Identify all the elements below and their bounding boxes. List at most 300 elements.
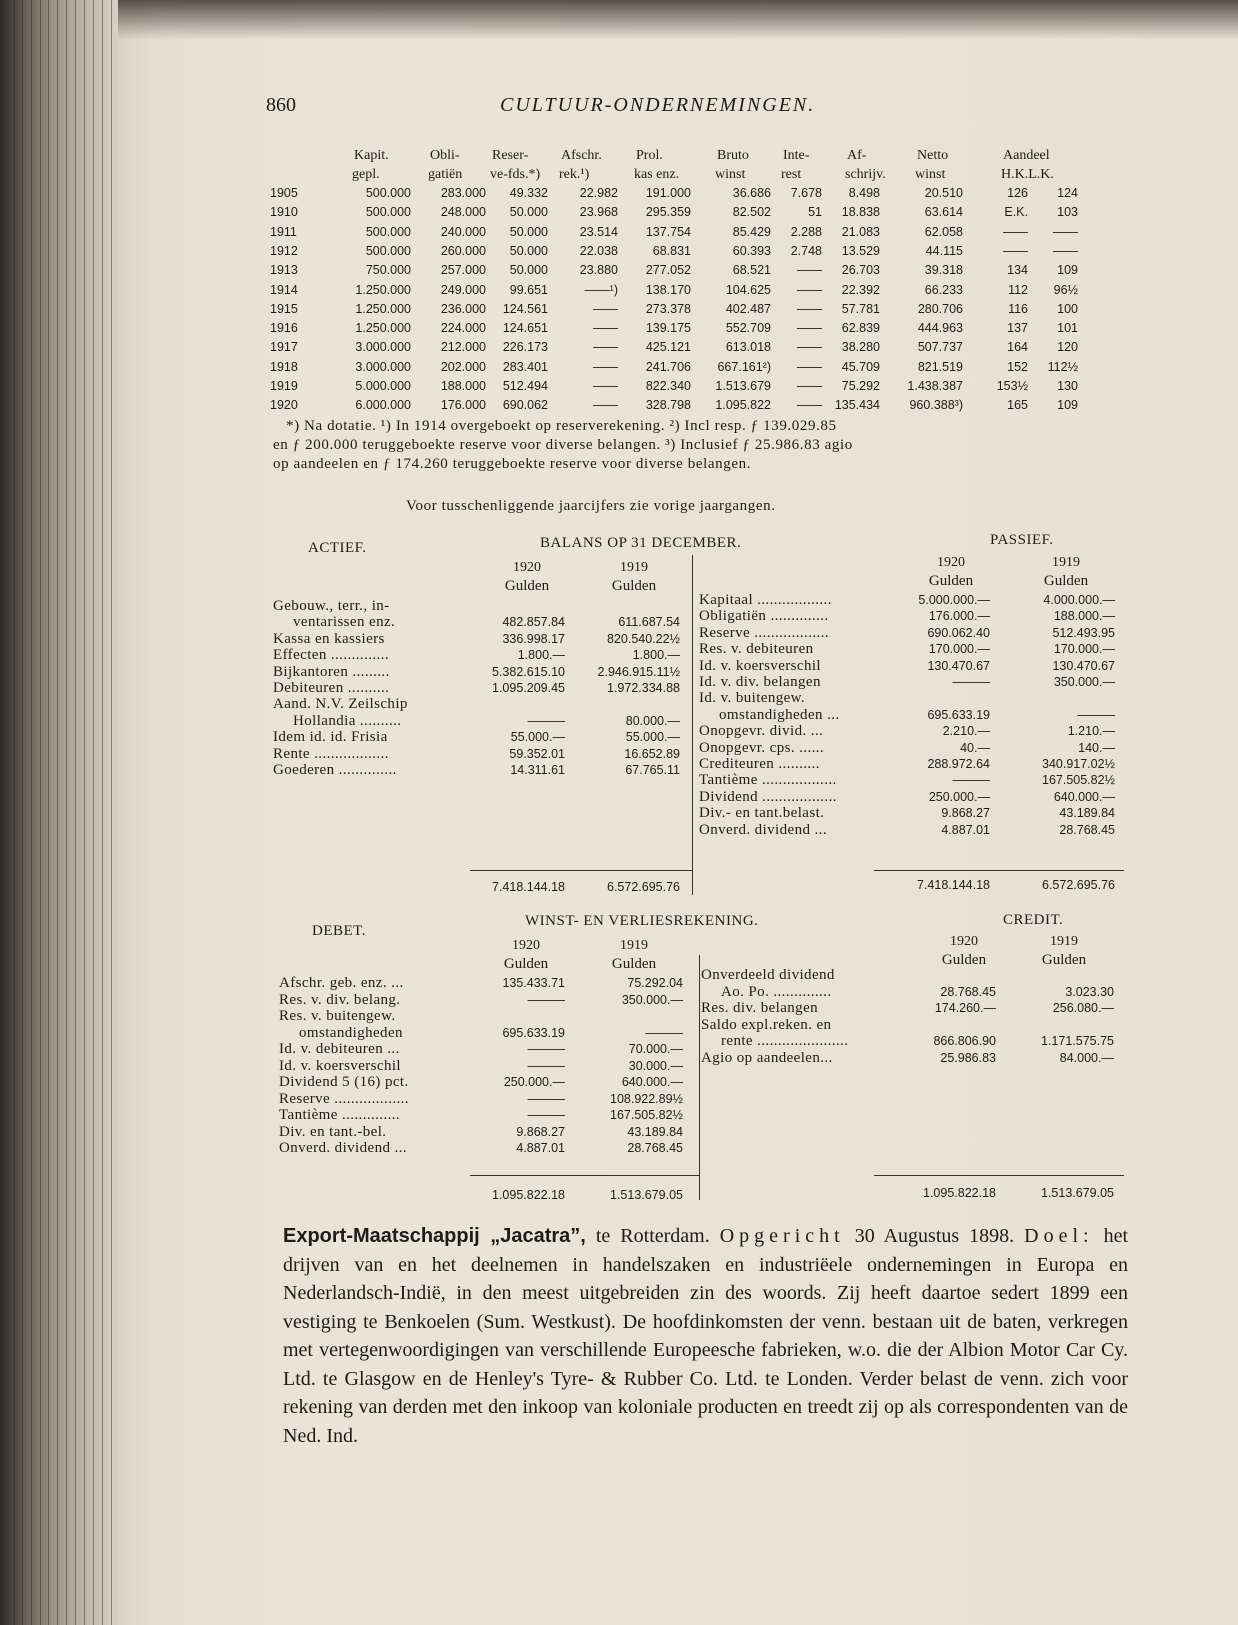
stats-cell: 507.737	[917, 340, 963, 354]
left-entry-1919: 640.000.—	[621, 1075, 683, 1089]
pl-title: WINST- EN VERLIESREKENING.	[525, 913, 759, 929]
stats-cell: 49.332	[509, 186, 548, 200]
left-entry-1920: ———	[527, 714, 565, 728]
left-entry-label: Bijkantoren .........	[273, 664, 390, 680]
stats-cell: ——	[797, 283, 822, 297]
left-entry-1920: ———	[527, 1059, 565, 1073]
stats-header-4: Prol.	[636, 148, 663, 163]
right-entry-label: Div.- en tant.belast.	[699, 805, 825, 821]
right-entry-label: Agio op aandeelen...	[701, 1050, 833, 1066]
stats-cell: 3.000.000	[355, 340, 411, 354]
stats-cell: 402.487	[725, 302, 771, 316]
credit-title: CREDIT.	[1003, 912, 1064, 928]
unit-left: Gulden	[611, 956, 657, 972]
stats-cell: 277.052	[645, 263, 691, 277]
footnote-line-3: op aandeelen en ƒ 174.260 teruggeboekte reserve voor diverse belangen.	[273, 456, 752, 472]
right-entry-1919: 350.000.—	[1053, 675, 1115, 689]
left-entry-1919: 75.292.04	[627, 976, 683, 990]
left-entry-1919: 67.765.11	[625, 763, 680, 777]
stats-year: 1919	[270, 379, 298, 393]
total-rule-right	[874, 870, 1124, 871]
stats-subheader-2: ve-fds.*)	[490, 167, 541, 182]
debet-title: DEBET.	[312, 923, 366, 939]
stats-cell: 124.651	[502, 321, 548, 335]
footnote-line-2: en ƒ 200.000 teruggeboekte reserve voor diverse belangen. ³) Inclusief ƒ 25.986.83 agio	[273, 437, 853, 453]
stats-cell: 241.706	[645, 360, 691, 374]
left-entry-label: Id. v. koersverschil	[279, 1058, 401, 1074]
right-entry-1919: 1.171.575.75	[1041, 1034, 1114, 1048]
stats-cell: ——	[797, 302, 822, 316]
stats-cell: 821.519	[917, 360, 963, 374]
stats-cell: 822.340	[645, 379, 691, 393]
stats-cell: 8.498	[848, 186, 880, 200]
stats-cell: 226.173	[502, 340, 548, 354]
stats-cell: 3.000.000	[355, 360, 411, 374]
stats-cell: ——	[593, 302, 618, 316]
stats-header-3: Afschr.	[561, 148, 602, 163]
right-entry-label: Id. v. div. belangen	[699, 674, 821, 690]
stats-header-7: Af-	[847, 148, 867, 163]
stats-subheader-9: H.K.L.K.	[1001, 167, 1054, 182]
right-entry-label: Ao. Po. ..............	[721, 984, 832, 1000]
stats-cell: 1.250.000	[355, 283, 411, 297]
stats-subheader-1: gatiën	[428, 167, 463, 182]
left-entry-label: Rente ..................	[273, 746, 389, 762]
stats-cell: 202.000	[440, 360, 486, 374]
stats-year: 1920	[270, 398, 298, 412]
left-total-1920: 1.095.822.18	[492, 1188, 565, 1202]
right-entry-1919: 84.000.—	[1059, 1051, 1114, 1065]
stats-year: 1914	[270, 283, 298, 297]
stats-subheader-3: rek.¹)	[559, 167, 590, 182]
right-entry-1919: 140.—	[1078, 741, 1115, 755]
stats-cell: ——	[797, 360, 822, 374]
stats-cell: 690.062	[502, 398, 548, 412]
unit-right: Gulden	[1043, 573, 1089, 589]
left-entry-label: Div. en tant.-bel.	[279, 1124, 387, 1140]
right-entry-1920: 5.000.000.—	[918, 593, 990, 607]
stats-cell: 66.233	[924, 283, 963, 297]
stats-cell: 50.000	[509, 225, 548, 239]
column-divider	[692, 555, 693, 895]
left-entry-1919: 350.000.—	[621, 993, 683, 1007]
stats-cell: 23.968	[579, 205, 618, 219]
stats-cell: 500.000	[365, 186, 411, 200]
total-rule-left	[470, 1175, 699, 1176]
left-entry-1919: 1.972.334.88	[607, 681, 680, 695]
stats-cell: 6.000.000	[355, 398, 411, 412]
left-entry-1920: ———	[527, 1092, 565, 1106]
left-entry-label: Debiteuren ..........	[273, 680, 390, 696]
stats-cell: 51	[808, 205, 822, 219]
company-name: Export-Maatschappij „Jacatra”,	[283, 1225, 586, 1247]
right-entry-1919: 4.000.000.—	[1043, 593, 1115, 607]
left-entry-label: Reserve ..................	[279, 1091, 409, 1107]
left-entry-1920: ———	[527, 1108, 565, 1122]
left-entry-1920: 336.998.17	[502, 632, 565, 646]
stats-cell: 500.000	[365, 205, 411, 219]
stats-cell: 62.058	[924, 225, 963, 239]
stats-cell: ——¹)	[584, 283, 618, 297]
left-entry-1919: 30.000.—	[628, 1059, 683, 1073]
stats-header-1: Obli-	[430, 148, 460, 163]
stats-cell: ——	[593, 321, 618, 335]
stats-year: 1918	[270, 360, 298, 374]
stats-cell: 613.018	[725, 340, 771, 354]
left-entry-1919: 2.946.915.11½	[597, 665, 680, 679]
stats-cell: ——	[797, 321, 822, 335]
left-entry-label: Idem id. id. Frisia	[273, 729, 388, 745]
right-entry-label: Tantième ..................	[699, 772, 837, 788]
right-entry-1919: 130.470.67	[1052, 659, 1115, 673]
right-entry-label: Crediteuren ..........	[699, 756, 820, 772]
right-entry-1919: 512.493.95	[1052, 626, 1115, 640]
stats-cell: 124.561	[502, 302, 548, 316]
stats-cell: ——	[1053, 225, 1078, 239]
left-entry-1920: 482.857.84	[502, 615, 565, 629]
left-entry-1919: 611.687.54	[618, 615, 680, 629]
left-entry-1919: 820.540.22½	[607, 632, 680, 646]
stats-cell: 1.438.387	[907, 379, 963, 393]
stats-cell: 153½	[996, 379, 1028, 393]
stats-cell: 960.388³)	[909, 398, 963, 412]
purpose-label: Doel:	[1024, 1225, 1094, 1247]
right-entry-label: omstandigheden ...	[719, 707, 840, 723]
left-total-1919: 6.572.695.76	[607, 880, 680, 894]
stats-cell: ——	[593, 360, 618, 374]
stats-cell: 13.529	[841, 244, 880, 258]
stats-cell: 164	[1007, 340, 1028, 354]
stats-cell: 137	[1007, 321, 1028, 335]
stats-cell: 137.754	[645, 225, 691, 239]
stats-cell: 138.170	[645, 283, 691, 297]
stats-cell: 248.000	[440, 205, 486, 219]
stats-cell: 23.880	[579, 263, 618, 277]
left-entry-label: ventarissen enz.	[293, 614, 396, 630]
stats-year: 1911	[270, 225, 297, 239]
stats-year: 1916	[270, 321, 298, 335]
left-entry-1920: 1.095.209.45	[492, 681, 565, 695]
left-entry-1920: 695.633.19	[502, 1026, 565, 1040]
right-entry-1919: 167.505.82½	[1042, 773, 1115, 787]
stats-cell: 38.280	[841, 340, 880, 354]
right-entry-1920: 9.868.27	[941, 806, 990, 820]
stats-cell: 139.175	[645, 321, 691, 335]
stats-cell: 130	[1057, 379, 1078, 393]
stats-cell: 22.982	[579, 186, 618, 200]
right-entry-1919: 188.000.—	[1053, 609, 1115, 623]
left-entry-1920: 4.887.01	[516, 1141, 565, 1155]
right-entry-1920: 25.986.83	[940, 1051, 996, 1065]
stats-cell: 109	[1057, 398, 1078, 412]
right-entry-1920: 176.000.—	[928, 609, 990, 623]
stats-cell: 126	[1007, 186, 1028, 200]
right-entry-label: Onopgevr. divid. ...	[699, 723, 824, 739]
stats-cell: 257.000	[440, 263, 486, 277]
actief-title: ACTIEF.	[308, 540, 367, 556]
stats-cell: 120	[1057, 340, 1078, 354]
stats-subheader-0: gepl.	[352, 167, 380, 182]
stats-cell: 26.703	[841, 263, 880, 277]
stats-year: 1915	[270, 302, 298, 316]
year-1919-right: 1919	[1052, 555, 1080, 570]
stats-subheader-7: schrijv.	[845, 167, 886, 182]
left-entry-label: Goederen ..............	[273, 762, 397, 778]
stats-cell: 512.494	[502, 379, 548, 393]
left-entry-label: Gebouw., terr., in-	[273, 598, 390, 614]
stats-cell: 280.706	[917, 302, 963, 316]
stats-cell: 667.161²)	[717, 360, 771, 374]
stats-cell: 22.038	[579, 244, 618, 258]
right-entry-1920: 174.260.—	[934, 1001, 996, 1015]
stats-cell: 23.514	[579, 225, 618, 239]
stats-cell: 45.709	[841, 360, 880, 374]
stats-cell: 112½	[1047, 360, 1078, 374]
stats-year: 1913	[270, 263, 298, 277]
unit-left: Gulden	[611, 578, 657, 594]
stats-cell: 68.831	[652, 244, 691, 258]
stats-cell: 57.781	[841, 302, 880, 316]
right-entry-label: Res. v. debiteuren	[699, 641, 814, 657]
stats-cell: 44.115	[925, 244, 963, 258]
stats-cell: 283.401	[502, 360, 548, 374]
right-entry-1919: 640.000.—	[1053, 790, 1115, 804]
stats-cell: 295.359	[645, 205, 691, 219]
book-binding-edge	[0, 0, 120, 1625]
left-entry-1919: 43.189.84	[627, 1125, 683, 1139]
stats-cell: 112	[1008, 283, 1028, 297]
stats-cell: 328.798	[645, 398, 691, 412]
stats-cell: 249.000	[440, 283, 486, 297]
year-1920-left: 1920	[512, 938, 540, 953]
stats-cell: 103	[1057, 205, 1078, 219]
right-entry-label: Onverdeeld dividend	[701, 967, 835, 983]
stats-cell: 152	[1007, 360, 1028, 374]
left-entry-1919: 70.000.—	[628, 1042, 683, 1056]
stats-cell: ——	[593, 379, 618, 393]
left-entry-1919: 1.800.—	[632, 648, 680, 662]
total-rule-right	[874, 1175, 1124, 1176]
stats-header-0: Kapit.	[354, 148, 389, 163]
year-1919-left: 1919	[620, 560, 648, 575]
stats-cell: ——	[1003, 225, 1028, 239]
stats-header-2: Reser-	[492, 148, 529, 163]
right-entry-1920: 690.062.40	[927, 626, 990, 640]
stats-cell: 236.000	[440, 302, 486, 316]
stats-cell: 750.000	[365, 263, 411, 277]
stats-cell: 100	[1057, 302, 1078, 316]
right-entry-label: Id. v. koersverschil	[699, 658, 821, 674]
company-description: het drijven van en het deelnemen in handelszaken en industriëele ondernemingen in Europa en Nederlandsch-Indië, in den meest uitgebreiden zin des woords. Zij heeft daartoe sedert 1899 een vestiging te Benkoelen (Sum. Westkust). De hoofdinkomsten der venn. bestaan uit de baten, verkregen met vertegenwoordigingen van verschillende Europeesche fabrieken, w.o. die der Albion Motor Car Cy. Ltd. te Glasgow en de Henley's Tyre- & Rubber Co. Ltd. te Londen. Verder belast de venn. zich voor rekening van derden met den inkoop van koloniale producten en treedt zij op als correspondenten van de Ned. Ind.	[283, 1225, 1129, 1447]
founded-date: 30 Augustus 1898.	[854, 1225, 1015, 1247]
stats-year: 1912	[270, 244, 298, 258]
stats-cell: 63.614	[924, 205, 963, 219]
right-entry-1920: ———	[952, 773, 990, 787]
left-entry-label: Effecten ..............	[273, 647, 389, 663]
left-entry-1919: ———	[645, 1026, 683, 1040]
stats-cell: 50.000	[509, 205, 548, 219]
left-entry-1920: 9.868.27	[516, 1125, 565, 1139]
stats-cell: 20.510	[924, 186, 963, 200]
stats-cell: 50.000	[509, 263, 548, 277]
right-entry-1920: 170.000.—	[928, 642, 990, 656]
stats-cell: 96½	[1053, 283, 1078, 297]
left-entry-1919: 167.505.82½	[610, 1108, 683, 1122]
left-entry-1920: 250.000.—	[503, 1075, 565, 1089]
running-title: CULTUUR-ONDERNEMINGEN.	[500, 94, 816, 116]
stats-cell: ——	[797, 379, 822, 393]
stats-cell: ——	[797, 340, 822, 354]
stats-cell: 134	[1007, 263, 1028, 277]
stats-subheader-5: winst	[715, 167, 746, 182]
right-entry-label: Onopgevr. cps. ......	[699, 740, 825, 756]
stats-cell: 176.000	[440, 398, 486, 412]
stats-cell: 444.963	[917, 321, 963, 335]
left-entry-1920: 5.382.615.10	[492, 665, 565, 679]
stats-cell: 82.502	[732, 205, 771, 219]
column-divider	[699, 955, 700, 1200]
stats-cell: 552.709	[725, 321, 771, 335]
right-entry-1919: ———	[1077, 708, 1115, 722]
left-entry-1919: 16.652.89	[624, 747, 680, 761]
right-entry-1920: ———	[952, 675, 990, 689]
left-entry-label: Onverd. dividend ...	[279, 1140, 407, 1156]
stats-cell: 188.000	[440, 379, 486, 393]
stats-cell: 1.250.000	[355, 321, 411, 335]
stats-cell: 50.000	[509, 244, 548, 258]
founded-label: Opgericht	[719, 1225, 845, 1247]
stats-year: 1910	[270, 205, 298, 219]
stats-subheader-4: kas enz.	[634, 167, 680, 182]
left-entry-1919: 28.768.45	[627, 1141, 683, 1155]
right-total-1919: 1.513.679.05	[1041, 1186, 1114, 1200]
stats-cell: 116	[1008, 302, 1028, 316]
left-entry-1919: 108.922.89½	[610, 1092, 683, 1106]
stats-cell: 191.000	[645, 186, 691, 200]
left-entry-1920: 55.000.—	[510, 730, 565, 744]
stats-cell: 124	[1057, 186, 1078, 200]
left-entry-label: Id. v. debiteuren ...	[279, 1041, 400, 1057]
right-entry-label: Kapitaal ..................	[699, 592, 832, 608]
stats-cell: 500.000	[365, 244, 411, 258]
left-entry-1920: ———	[527, 993, 565, 1007]
left-entry-label: Hollandia ..........	[293, 713, 402, 729]
right-entry-1920: 4.887.01	[941, 823, 990, 837]
stats-cell: 2.748	[790, 244, 822, 258]
left-entry-1920: 14.311.61	[510, 763, 565, 777]
year-1920-right: 1920	[937, 555, 965, 570]
right-entry-label: Obligatiën ..............	[699, 608, 829, 624]
right-entry-label: Saldo expl.reken. en	[701, 1017, 832, 1033]
stats-cell: ——	[593, 340, 618, 354]
year-1919-left: 1919	[620, 938, 648, 953]
stats-cell: 62.839	[841, 321, 880, 335]
left-entry-label: Kassa en kassiers	[273, 631, 385, 647]
right-entry-1919: 3.023.30	[1065, 985, 1114, 999]
stats-cell: 283.000	[440, 186, 486, 200]
stats-header-8: Netto	[917, 148, 949, 163]
stats-cell: 2.288	[790, 225, 822, 239]
right-entry-1919: 28.768.45	[1059, 823, 1115, 837]
right-entry-1919: 170.000.—	[1053, 642, 1115, 656]
stats-cell: 260.000	[440, 244, 486, 258]
unit-right: Gulden	[941, 952, 987, 968]
stats-subheader-8: winst	[915, 167, 946, 182]
stats-cell: 109	[1057, 263, 1078, 277]
stats-cell: 18.838	[841, 205, 880, 219]
left-entry-1920: ———	[527, 1042, 565, 1056]
unit-left: Gulden	[503, 956, 549, 972]
stats-cell: 1.513.679	[715, 379, 771, 393]
unit-right: Gulden	[928, 573, 974, 589]
left-total-1919: 1.513.679.05	[610, 1188, 683, 1202]
stats-cell: 500.000	[365, 225, 411, 239]
right-entry-label: Onverd. dividend ...	[699, 822, 827, 838]
left-entry-label: Dividend 5 (16) pct.	[279, 1074, 409, 1090]
right-entry-1919: 43.189.84	[1059, 806, 1115, 820]
right-entry-label: Res. div. belangen	[701, 1000, 819, 1016]
stats-cell: 165	[1007, 398, 1028, 412]
stats-cell: 101	[1057, 321, 1078, 335]
years-note: Voor tusschenliggende jaarcijfers zie vorige jaargangen.	[406, 498, 776, 514]
right-entry-1920: 2.210.—	[942, 724, 990, 738]
stats-cell: 75.292	[841, 379, 880, 393]
total-rule-left	[470, 870, 692, 871]
footnote-line-1: *) Na dotatie. ¹) In 1914 overgeboekt op reserverekening. ²) Incl resp. ƒ 139.029.85	[286, 418, 837, 434]
stats-cell: ——	[593, 398, 618, 412]
stats-cell: 240.000	[440, 225, 486, 239]
left-entry-1919: 55.000.—	[625, 730, 680, 744]
right-entry-1920: 28.768.45	[940, 985, 996, 999]
left-total-1920: 7.418.144.18	[492, 880, 565, 894]
stats-cell: 60.393	[732, 244, 771, 258]
stats-cell: ——	[797, 398, 822, 412]
stats-year: 1917	[270, 340, 298, 354]
company-paragraph	[283, 1222, 1128, 1450]
right-total-1919: 6.572.695.76	[1042, 878, 1115, 892]
stats-cell: 1.250.000	[355, 302, 411, 316]
stats-cell: 21.083	[841, 225, 880, 239]
unit-left: Gulden	[504, 578, 550, 594]
stats-cell: 104.625	[725, 283, 771, 297]
stats-header-6: Inte-	[783, 148, 810, 163]
unit-right: Gulden	[1041, 952, 1087, 968]
right-entry-label: Id. v. buitengew.	[699, 690, 806, 706]
stats-cell: ——	[1003, 244, 1028, 258]
left-entry-1920: 135.433.71	[502, 976, 565, 990]
right-total-1920: 7.418.144.18	[917, 878, 990, 892]
right-entry-1919: 256.080.—	[1052, 1001, 1114, 1015]
year-1919-right: 1919	[1050, 934, 1078, 949]
stats-cell: 425.121	[645, 340, 691, 354]
right-entry-1920: 866.806.90	[933, 1034, 996, 1048]
stats-subheader-6: rest	[781, 167, 802, 182]
stats-cell: 212.000	[440, 340, 486, 354]
passief-title: PASSIEF.	[990, 532, 1054, 548]
stats-cell: E.K.	[1004, 205, 1028, 219]
stats-cell: 22.392	[841, 283, 880, 297]
right-entry-1920: 288.972.64	[927, 757, 990, 771]
stats-cell: ——	[1053, 244, 1078, 258]
left-entry-1919: 80.000.—	[625, 714, 680, 728]
left-entry-label: Res. v. div. belang.	[279, 992, 401, 1008]
stats-year: 1905	[270, 186, 298, 200]
right-entry-1919: 1.210.—	[1067, 724, 1115, 738]
stats-cell: 7.678	[790, 186, 822, 200]
right-entry-label: Reserve ..................	[699, 625, 829, 641]
right-total-1920: 1.095.822.18	[923, 1186, 996, 1200]
right-entry-label: rente ......................	[721, 1033, 849, 1049]
